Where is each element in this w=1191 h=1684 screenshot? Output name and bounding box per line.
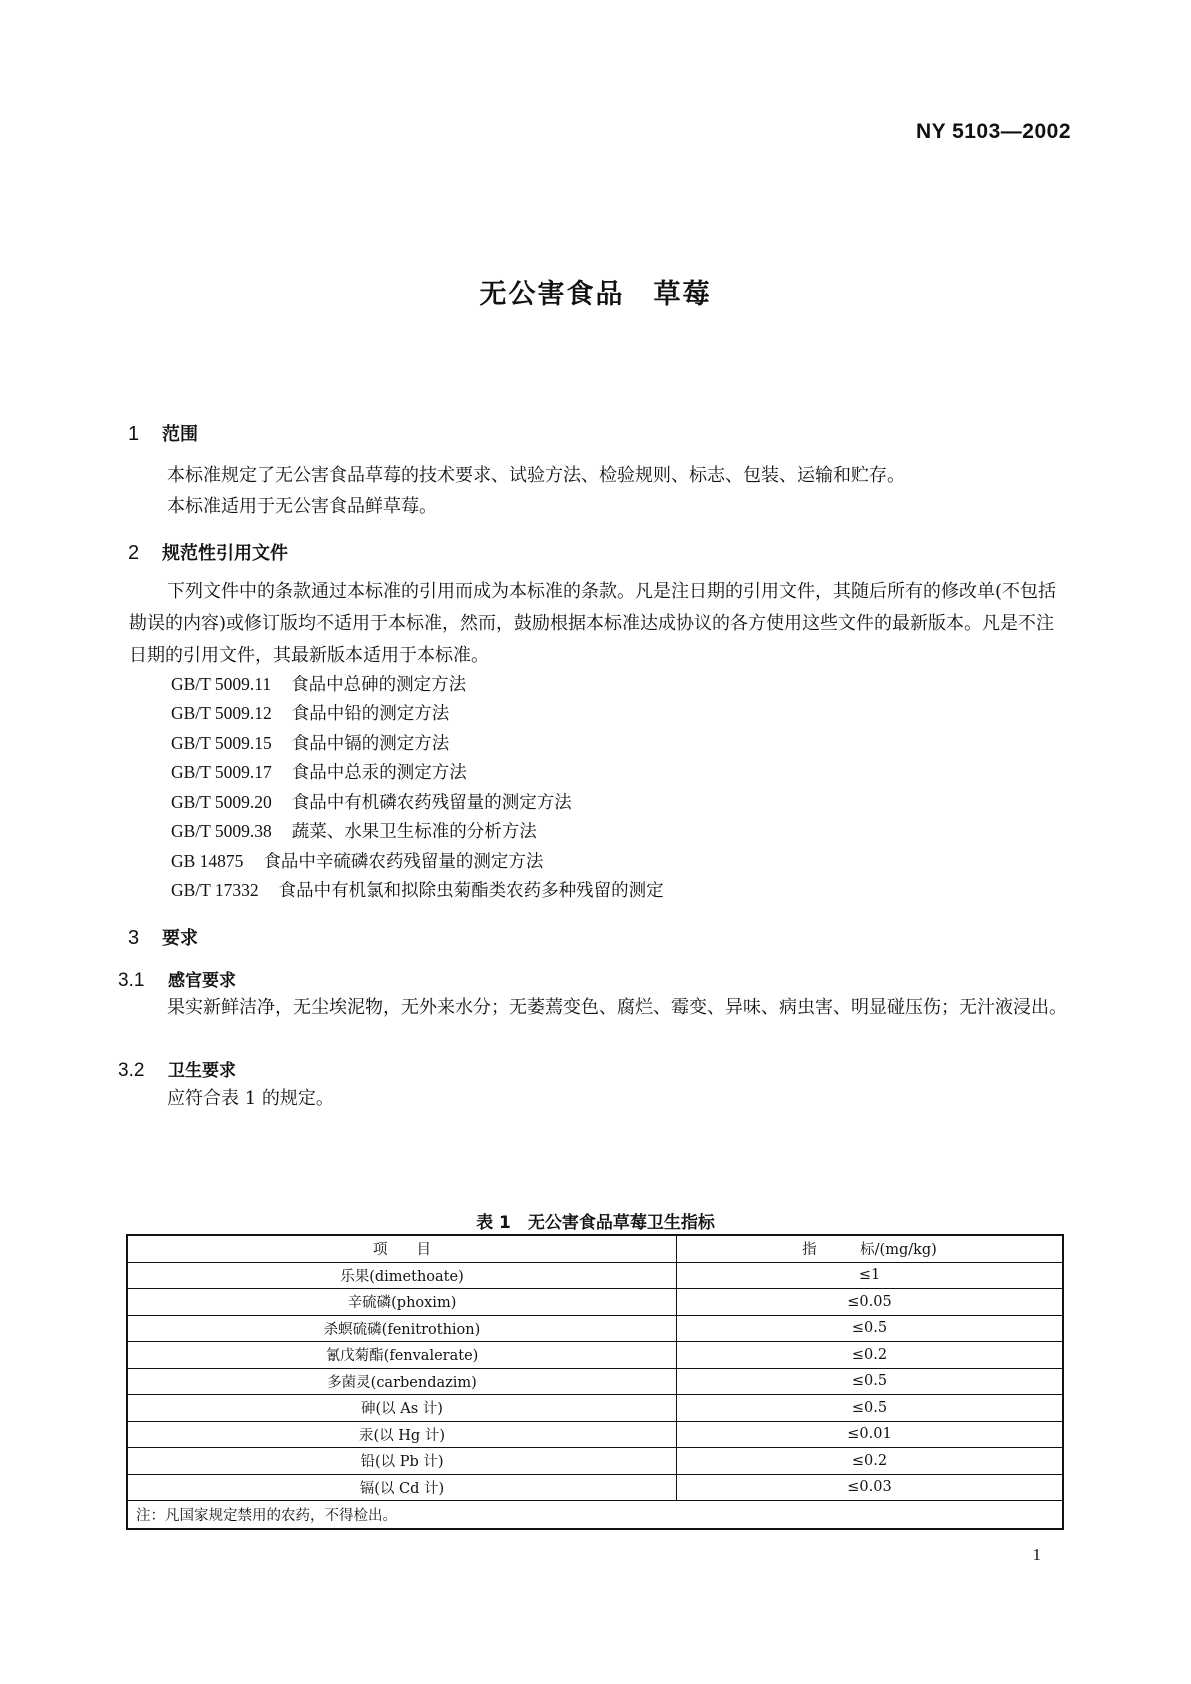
- section-title: 规范性引用文件: [162, 543, 288, 564]
- paragraph: 本标准规定了无公害食品草莓的技术要求、试验方法、检验规则、标志、包装、运输和贮存。: [167, 465, 905, 486]
- reference-title: 食品中有机磷农药残留量的测定方法: [291, 793, 572, 813]
- table-row: [127, 1474, 1063, 1501]
- reference-item: [171, 759, 467, 784]
- section-number: 3.1: [118, 970, 145, 991]
- table-row: [127, 1448, 1063, 1475]
- paragraph-text: 下列文件中的条款通过本标准的引用而成为本标准的条款。凡是注日期的引用文件，其随后所有的修改单(不包括勘误的内容)或修订版均不适用于本标准，然而，鼓励根据本标准达成协议的各方使用这些文件的最新版本。凡是不注日期的引用文件，其最新版本适用于本标准。: [129, 581, 1057, 666]
- hygiene-indicator-table: [126, 1234, 1064, 1530]
- reference-item: [171, 818, 537, 843]
- limit-cell: ≤0.2: [677, 1448, 1064, 1475]
- item-cell: 辛硫磷(phoxim): [127, 1289, 677, 1316]
- limit-cell: ≤0.05: [677, 1289, 1064, 1316]
- reference-title: 食品中辛硫磷农药残留量的测定方法: [263, 852, 544, 872]
- page-title: 无公害食品 草莓: [479, 279, 712, 310]
- table-row: [127, 1368, 1063, 1395]
- paragraph-text: 果实新鲜洁净，无尘埃泥物，无外来水分；无萎蔫变色、腐烂、霉变、异味、病虫害、明显碰压伤；无汁液浸出。: [167, 997, 1067, 1018]
- reference-code: GB/T 5009.11: [171, 674, 272, 694]
- reference-code: GB/T 17332: [171, 880, 259, 900]
- reference-title: 食品中铅的测定方法: [291, 704, 450, 724]
- limit-cell: ≤0.01: [677, 1421, 1064, 1448]
- reference-item: [171, 671, 466, 696]
- item-cell: 砷(以 As 计): [127, 1395, 677, 1422]
- table-body: [127, 1262, 1063, 1529]
- paragraph: 本标准适用于无公害食品鲜草莓。: [167, 496, 437, 517]
- section-number: 3.2: [118, 1060, 145, 1081]
- table-header-row: [127, 1235, 1063, 1262]
- table-caption: 表 1 无公害食品草莓卫生指标: [476, 1213, 715, 1233]
- reference-code: GB/T 5009.20: [171, 792, 272, 812]
- section-2-heading: [128, 539, 288, 565]
- reference-code: GB/T 5009.12: [171, 703, 272, 723]
- paragraph: [129, 992, 1069, 1024]
- section-number: 1: [128, 423, 140, 445]
- section-1-heading: [128, 420, 198, 446]
- reference-title: 食品中有机氯和拟除虫菊酯类农药多种残留的测定: [278, 881, 664, 901]
- table-row: [127, 1315, 1063, 1342]
- reference-code: GB/T 5009.38: [171, 821, 272, 841]
- reference-item: [171, 730, 449, 755]
- section-number: 3: [128, 927, 140, 949]
- page-number: 1: [1032, 1545, 1041, 1564]
- reference-item: [171, 700, 449, 725]
- reference-item: [171, 789, 572, 814]
- section-3-2-heading: [118, 1056, 236, 1082]
- table-row: [127, 1421, 1063, 1448]
- reference-code: GB/T 5009.15: [171, 733, 272, 753]
- item-cell: 镉(以 Cd 计): [127, 1474, 677, 1501]
- limit-cell: ≤0.5: [677, 1315, 1064, 1342]
- item-cell: 杀螟硫磷(fenitrothion): [127, 1315, 677, 1342]
- reference-item: [171, 848, 543, 873]
- section-title: 范围: [162, 424, 198, 445]
- column-header-limit: 指 标/(mg/kg): [677, 1235, 1064, 1262]
- table-row: [127, 1289, 1063, 1316]
- item-cell: 多菌灵(carbendazim): [127, 1368, 677, 1395]
- limit-cell: ≤0.03: [677, 1474, 1064, 1501]
- item-cell: 铅(以 Pb 计): [127, 1448, 677, 1475]
- reference-code: GB/T 5009.17: [171, 762, 272, 782]
- item-cell: 汞(以 Hg 计): [127, 1421, 677, 1448]
- table-row: [127, 1262, 1063, 1289]
- reference-item: [171, 877, 664, 902]
- table-row: [127, 1395, 1063, 1422]
- limit-cell: ≤0.2: [677, 1342, 1064, 1369]
- reference-title: 食品中总汞的测定方法: [291, 763, 467, 783]
- paragraph: 应符合表 1 的规定。: [167, 1088, 334, 1109]
- column-header-item: 项 目: [127, 1235, 677, 1262]
- table-row: [127, 1342, 1063, 1369]
- item-cell: 氰戊菊酯(fenvalerate): [127, 1342, 677, 1369]
- reference-title: 蔬菜、水果卫生标准的分析方法: [291, 822, 537, 842]
- section-title: 要求: [162, 928, 198, 949]
- section-3-heading: [128, 924, 198, 950]
- section-number: 2: [128, 542, 140, 564]
- reference-title: 食品中镉的测定方法: [291, 734, 450, 754]
- section-title: 感官要求: [168, 971, 236, 991]
- item-cell: 乐果(dimethoate): [127, 1262, 677, 1289]
- section-3-1-heading: [118, 966, 236, 992]
- limit-cell: ≤1: [677, 1262, 1064, 1289]
- reference-title: 食品中总砷的测定方法: [291, 675, 467, 695]
- limit-cell: ≤0.5: [677, 1368, 1064, 1395]
- reference-code: GB 14875: [171, 851, 244, 871]
- standard-code: NY 5103—2002: [915, 120, 1071, 143]
- table-note-row: [127, 1501, 1063, 1530]
- section-title: 卫生要求: [168, 1061, 236, 1081]
- table-note: 注：凡国家规定禁用的农药，不得检出。: [127, 1501, 1063, 1530]
- limit-cell: ≤0.5: [677, 1395, 1064, 1422]
- paragraph: [129, 576, 1069, 672]
